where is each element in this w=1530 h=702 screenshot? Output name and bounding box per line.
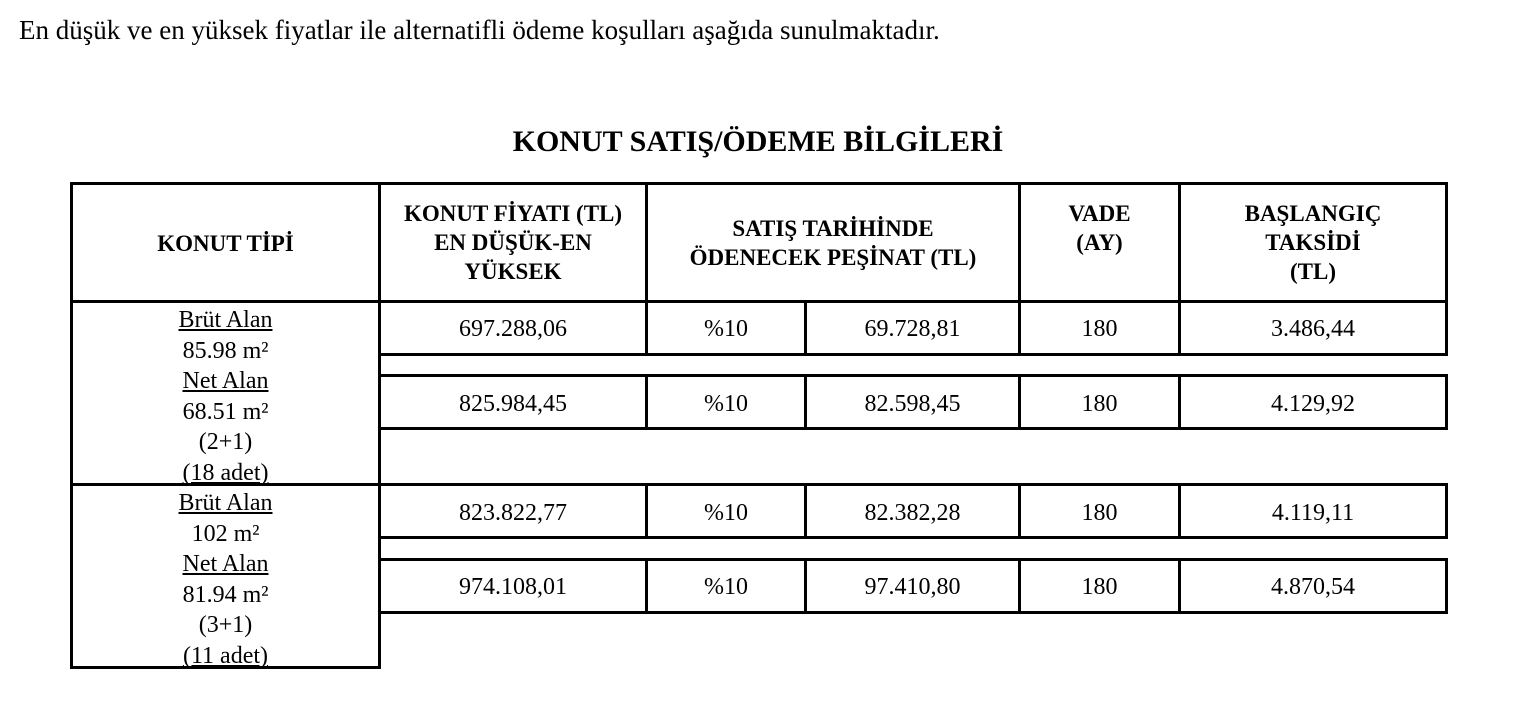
header-konut-fiyati: KONUT FİYATI (TL) EN DÜŞÜK-EN YÜKSEK — [403, 201, 623, 284]
konut-fiyati-cell: 974.108,01 — [459, 574, 567, 600]
brut-alan-value: 102 m² — [191, 520, 260, 547]
type-info-2 — [73, 488, 378, 671]
brut-alan-label: Brüt Alan — [178, 490, 273, 516]
room-layout: (3+1) — [198, 612, 253, 638]
net-alan-label: Net Alan — [182, 368, 269, 394]
unit-count: (18 adet) — [182, 459, 269, 486]
header-konut-tipi: KONUT TİPİ — [157, 231, 294, 256]
header-vade: VADE (AY) — [1068, 201, 1131, 255]
vade-cell: 180 — [1081, 391, 1118, 417]
net-alan-value: 68.51 m² — [182, 398, 269, 425]
header-baslangic-taksidi: BAŞLANGIÇ TAKSİDİ (TL) — [1244, 201, 1382, 284]
vade-cell: 180 — [1081, 316, 1118, 342]
type-info-1 — [73, 305, 378, 488]
intro-text: En düşük ve en yüksek fiyatlar ile alternatifli ödeme koşulları aşağıda sunulmaktadır. — [19, 15, 940, 45]
room-layout: (2+1) — [198, 429, 253, 455]
baslangic-taksidi-cell: 4.870,54 — [1271, 574, 1355, 600]
net-alan-value: 81.94 m² — [182, 581, 269, 608]
pesinat-orani-cell: %10 — [704, 574, 748, 600]
vade-cell: 180 — [1081, 574, 1118, 600]
pesinat-tutari-cell: 97.410,80 — [864, 574, 961, 600]
pesinat-tutari-cell: 82.598,45 — [864, 391, 961, 417]
pesinat-tutari-cell: 82.382,28 — [864, 500, 961, 526]
brut-alan-label: Brüt Alan — [178, 307, 273, 333]
header-pesinat: SATIŞ TARİHİNDE ÖDENECEK PEŞİNAT (TL) — [689, 216, 977, 270]
pesinat-orani-cell: %10 — [704, 500, 748, 526]
net-alan-label: Net Alan — [182, 551, 269, 577]
pesinat-orani-cell: %10 — [704, 391, 748, 417]
baslangic-taksidi-cell: 4.119,11 — [1271, 500, 1355, 526]
konut-fiyati-cell: 823.822,77 — [459, 500, 567, 526]
pesinat-tutari-cell: 69.728,81 — [864, 316, 961, 342]
unit-count: (11 adet) — [182, 642, 269, 669]
konut-fiyati-cell: 825.984,45 — [459, 391, 567, 417]
pesinat-orani-cell: %10 — [704, 316, 748, 342]
baslangic-taksidi-cell: 3.486,44 — [1271, 316, 1355, 342]
baslangic-taksidi-cell: 4.129,92 — [1271, 391, 1355, 417]
konut-fiyati-cell: 697.288,06 — [459, 316, 567, 342]
table-title: KONUT SATIŞ/ÖDEME BİLGİLERİ — [512, 125, 1004, 158]
brut-alan-value: 85.98 m² — [182, 337, 269, 364]
vade-cell: 180 — [1081, 500, 1118, 526]
